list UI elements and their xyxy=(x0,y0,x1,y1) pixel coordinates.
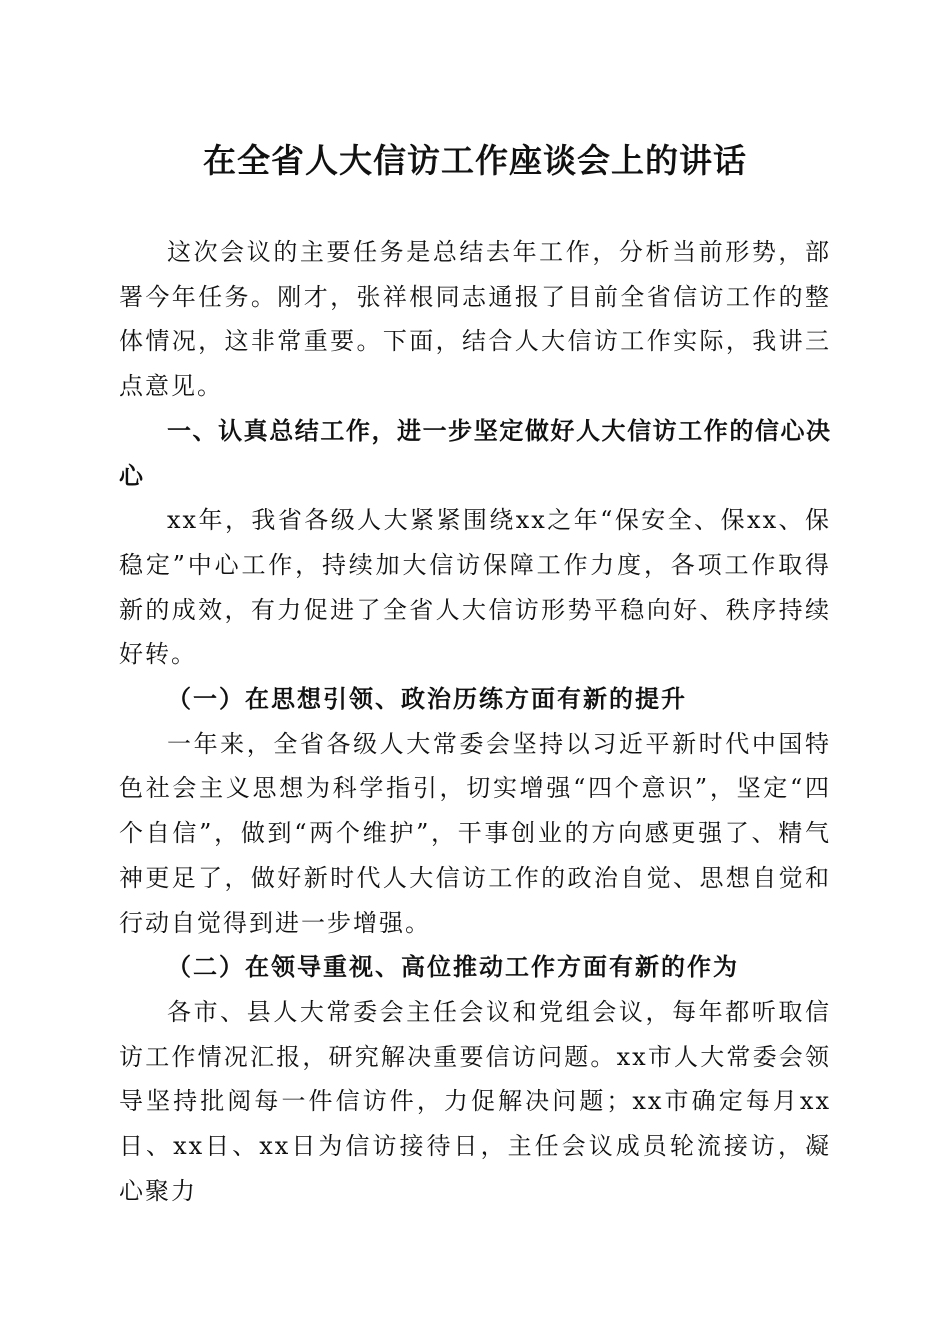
document-body xyxy=(119,230,831,1213)
subsection-2-paragraph: 各市、县人大常委会主任会议和党组会议，每年都听取信访工作情况汇报，研究解决重要信访问题。xx市人大常委会领导坚持批阅每一件信访件，力促解决问题；xx市确定每月xx日、xx日、xx日为信访接待日，主任会议成员轮流接访，凝心聚力 xyxy=(119,997,831,1205)
subsection-heading-1: （一）在思想引领、政治历练方面有新的提升 xyxy=(167,684,687,714)
section-heading-1: 一、认真总结工作，进一步坚定做好人大信访工作的信心决心 xyxy=(119,415,831,490)
subsection-1-paragraph: 一年来，全省各级人大常委会坚持以习近平新时代中国特色社会主义思想为科学指引，切实增强“四个意识”，坚定“四个自信”，做到“两个维护”，干事创业的方向感更强了、精气神更足了，做好新时代人大信访工作的政治自觉、思想自觉和行动自觉得到进一步增强。 xyxy=(119,729,831,937)
intro-paragraph: 这次会议的主要任务是总结去年工作，分析当前形势，部署今年任务。刚才，张祥根同志通报了目前全省信访工作的整体情况，这非常重要。下面，结合人大信访工作实际，我讲三点意见。 xyxy=(119,238,831,401)
document-title: 在全省人大信访工作座谈会上的讲话 xyxy=(203,141,747,180)
section-1-paragraph: xx年，我省各级人大紧紧围绕xx之年“保安全、保xx、保稳定”中心工作，持续加大信访保障工作力度，各项工作取得新的成效，有力促进了全省人大信访形势平稳向好、秩序持续好转。 xyxy=(119,506,831,669)
subsection-heading-2: （二）在领导重视、高位推动工作方面有新的作为 xyxy=(167,952,739,982)
